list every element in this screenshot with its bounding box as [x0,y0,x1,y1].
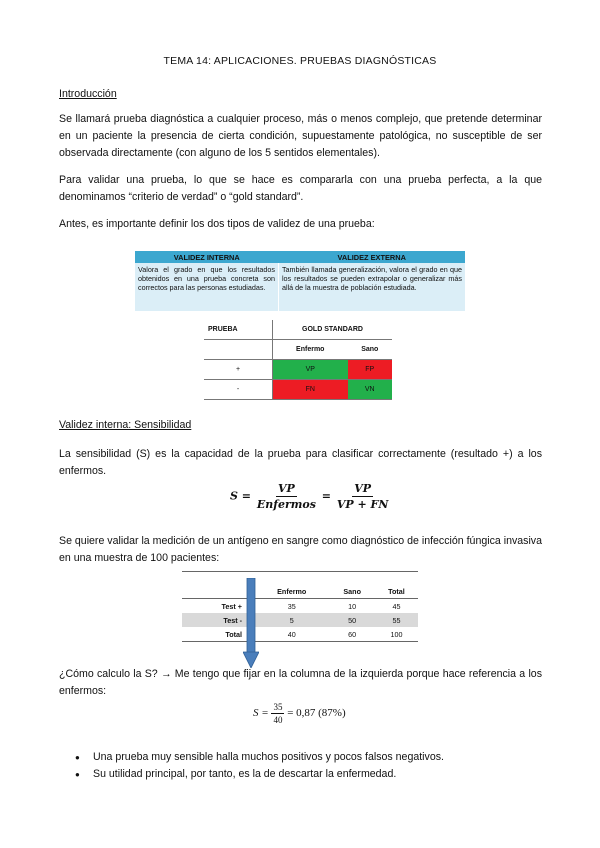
sensitivity-formula [230,482,390,511]
calc-formula [253,702,346,725]
table-header-cell: Sano [329,584,374,599]
table-header-row [182,584,418,599]
internal-validity-text: Valora el grado en que los resultados obtenidos en una prueba concreta son correctos para las personas estudiadas. [135,263,278,311]
intro-paragraph-2: Para validar una prueba, lo que se hace es compararla con una prueba perfecta, a la que denominamos “criterio de verdad” o “gold standard”. [59,174,542,203]
formula-den-1: Enfermos [256,498,316,511]
validity-table [135,251,465,311]
formula-num-2: VP [354,482,371,495]
external-validity-header: VALIDEZ EXTERNA [278,251,465,263]
sensitivity-paragraph: La sensibilidad (S) es la capacidad de la prueba para clasificar correctamente (resultado +) a los enfermos. [59,448,542,477]
enfermo-header: Enfermo [273,340,348,360]
minus-row-label: - [204,380,273,400]
bullet-list [75,749,545,783]
formula-equals: = [321,489,331,503]
table-cell: Test + [221,601,242,611]
list-item: ● Una prueba muy sensible halla muchos positivos y pocos falsos negativos. [75,749,545,766]
table-cell: 60 [329,627,374,642]
vp-cell: VP [273,360,348,380]
calc-num: 35 [273,702,283,712]
table-cell: 40 [254,627,329,642]
list-item: ● Su utilidad principal, por tanto, es la de descartar la enfermedad. [75,766,545,783]
sano-header: Sano [348,340,392,360]
table-cell: 50 [329,613,374,627]
calc-lhs: S = [253,707,269,720]
page-title: TEMA 14: APLICACIONES. PRUEBAS DIAGNÓSTICAS [163,55,437,67]
calc-result: = 0,87 (87%) [287,707,346,720]
table-top-rule [182,571,418,572]
formula-den-2: VP + FN [336,498,389,511]
calc-fraction [271,702,284,725]
intro-paragraph-1: Se llamará prueba diagnóstica a cualquier proceso, más o menos complejo, que pretende determinar en un paciente la presencia de cierta condición, supuestamente patológica, no susceptible de ser observada directamente (con alguno de los 5 sentidos elementales). [59,113,542,159]
table-cell: 45 [392,601,401,611]
table-header-cell: Enfermo [254,584,329,599]
table-cell: 100 [375,627,418,642]
formula-num-1: VP [277,482,295,495]
gold-standard-table [204,320,392,400]
fp-cell: FP [348,360,392,380]
table-cell: Total [182,627,254,642]
table-cell: 5 [254,613,329,627]
table-row [182,627,418,642]
table-row [182,599,418,614]
fn-cell: FN [273,380,348,400]
internal-validity-header: VALIDEZ INTERNA [135,251,278,263]
prueba-header: PRUEBA [204,320,273,340]
down-arrow-icon [243,578,259,668]
table-cell: 35 [287,601,296,611]
table-cell: 55 [375,613,418,627]
formula-fraction-1 [255,482,318,511]
vn-cell: VN [348,380,392,400]
intro-paragraph-3: Antes, es importante definir los dos tipos de validez de una prueba: [59,218,375,230]
calc-den: 40 [273,715,283,725]
table-header-cell: Total [375,584,418,599]
plus-row-label: + [204,360,273,380]
table-row [182,613,418,627]
table-cell: 10 [348,601,357,611]
example-paragraph: Se quiere validar la medición de un antígeno en sangre como diagnóstico de infección fúngica invasiva en una muestra de 100 pacientes: [59,535,542,564]
formula-fraction-2 [335,482,391,511]
external-validity-text: También llamada generalización, valora el grado en que los resultados se pueden extrapolar o generalizar más allá de la muestra de población estudiada. [278,263,465,311]
patients-table [182,584,418,642]
gold-standard-header: GOLD STANDARD [273,320,393,340]
formula-lhs: S = [230,489,251,503]
table-cell: Test - [182,613,254,627]
blank-cell [204,340,273,360]
calc-question: ¿Cómo calculo la S? → Me tengo que fijar en la columna de la izquierda porque hace referencia a los enfermos: [59,668,542,697]
sensitivity-heading: Validez interna: Sensibilidad [59,419,192,431]
intro-heading: Introducción [59,88,117,100]
